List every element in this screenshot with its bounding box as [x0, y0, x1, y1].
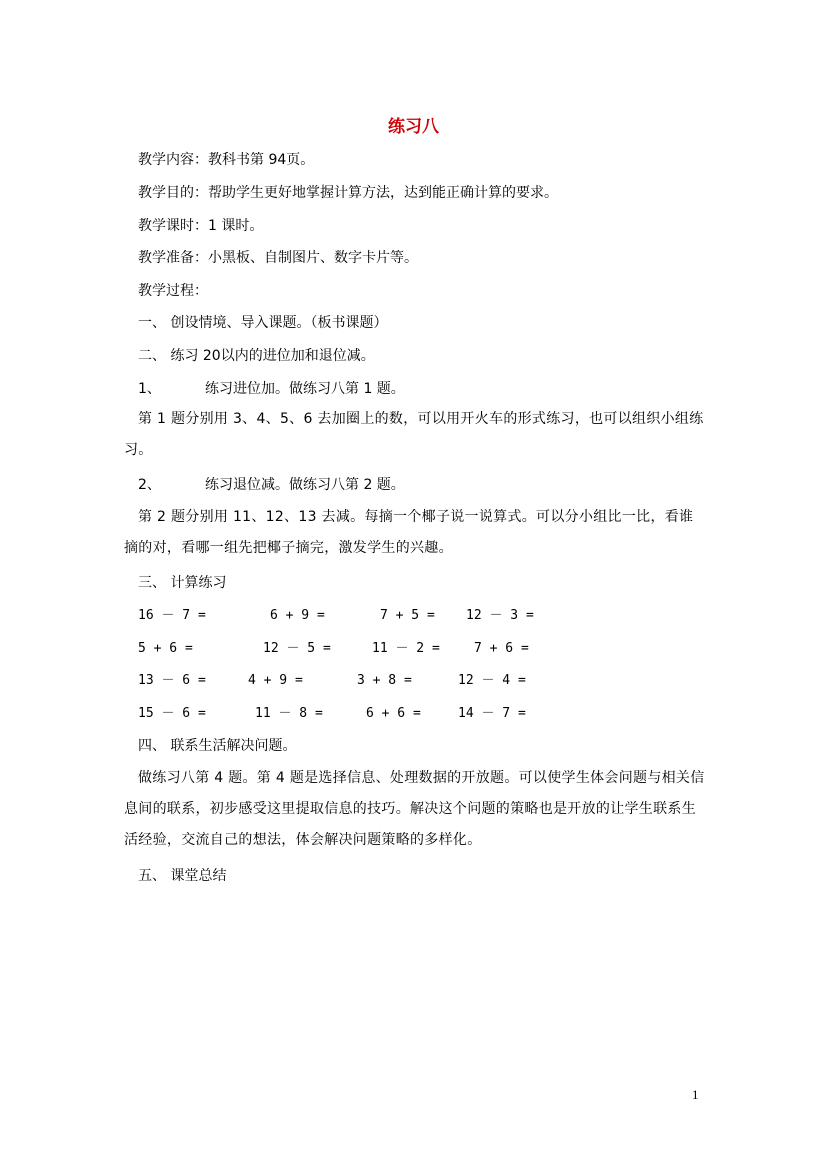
equation-cell: 4 + 9 =: [248, 673, 303, 688]
teaching-prep: 教学准备：小黑板、自制图片、数字卡片等。: [138, 250, 418, 266]
equation-cell: 12 － 5 =: [263, 641, 331, 656]
equation-cell: 15 － 6 =: [138, 706, 206, 721]
page-number: 1: [692, 1087, 699, 1102]
equation-cell: 3 + 8 =: [357, 673, 412, 688]
equation-cell: 6 + 6 =: [366, 706, 421, 721]
equation-cell: 14 － 7 =: [458, 706, 526, 721]
equation-cell: 12 － 4 =: [458, 673, 526, 688]
teaching-process: 教学过程：: [138, 283, 208, 299]
section-2-heading: 二、 练习 20以内的进位加和退位减。: [138, 348, 375, 364]
equation-cell: 13 － 6 =: [138, 673, 206, 688]
equation-cell: 11 － 2 =: [372, 641, 440, 656]
item-1-number: 1、: [138, 381, 161, 397]
page-title: 练习八: [388, 117, 439, 137]
item-2-title: 练习退位减。做练习八第 2 题。: [205, 477, 405, 493]
item-1-title: 练习进位加。做练习八第 1 题。: [205, 381, 405, 397]
equation-cell: 7 + 6 =: [474, 641, 529, 656]
equation-cell: 12 － 3 =: [466, 608, 534, 623]
teaching-goal: 教学目的：帮助学生更好地掌握计算方法，达到能正确计算的要求。: [138, 185, 558, 201]
equation-cell: 11 － 8 =: [255, 706, 323, 721]
equation-cell: 7 + 5 =: [380, 608, 435, 623]
section-3-heading: 三、 计算练习: [138, 575, 227, 591]
section-4-heading: 四、 联系生活解决问题。: [138, 738, 297, 754]
section-1-heading: 一、 创设情境、导入课题。（板书课题）: [138, 315, 388, 331]
equation-cell: 16 － 7 =: [138, 608, 206, 623]
teaching-hours: 教学课时：1 课时。: [138, 218, 264, 234]
section-4-description: 做练习八第 4 题。第 4 题是选择信息、处理数据的开放题。可以使学生体会问题与相关信息间的联系，初步感受这里提取信息的技巧。解决这个问题的策略也是开放的让学生联系生活经验，交流自己的想法，体会解决问题策略的多样化。: [124, 770, 705, 848]
item-2-description: 第 2 题分别用 11、12、13 去减。每摘一个椰子说一说算式。可以分小组比一比，看谁摘的对，看哪一组先把椰子摘完，激发学生的兴趣。: [124, 509, 694, 556]
equation-cell: 5 + 6 =: [138, 641, 193, 656]
item-2-number: 2、: [138, 477, 161, 493]
section-5-heading: 五、 课堂总结: [138, 868, 227, 884]
item-1-description: 第 1 题分别用 3、4、5、6 去加圈上的数，可以用开火车的形式练习，也可以组织小组练习。: [124, 411, 704, 458]
teaching-content: 教学内容：教科书第 94页。: [138, 152, 315, 168]
equation-cell: 6 + 9 =: [270, 608, 325, 623]
